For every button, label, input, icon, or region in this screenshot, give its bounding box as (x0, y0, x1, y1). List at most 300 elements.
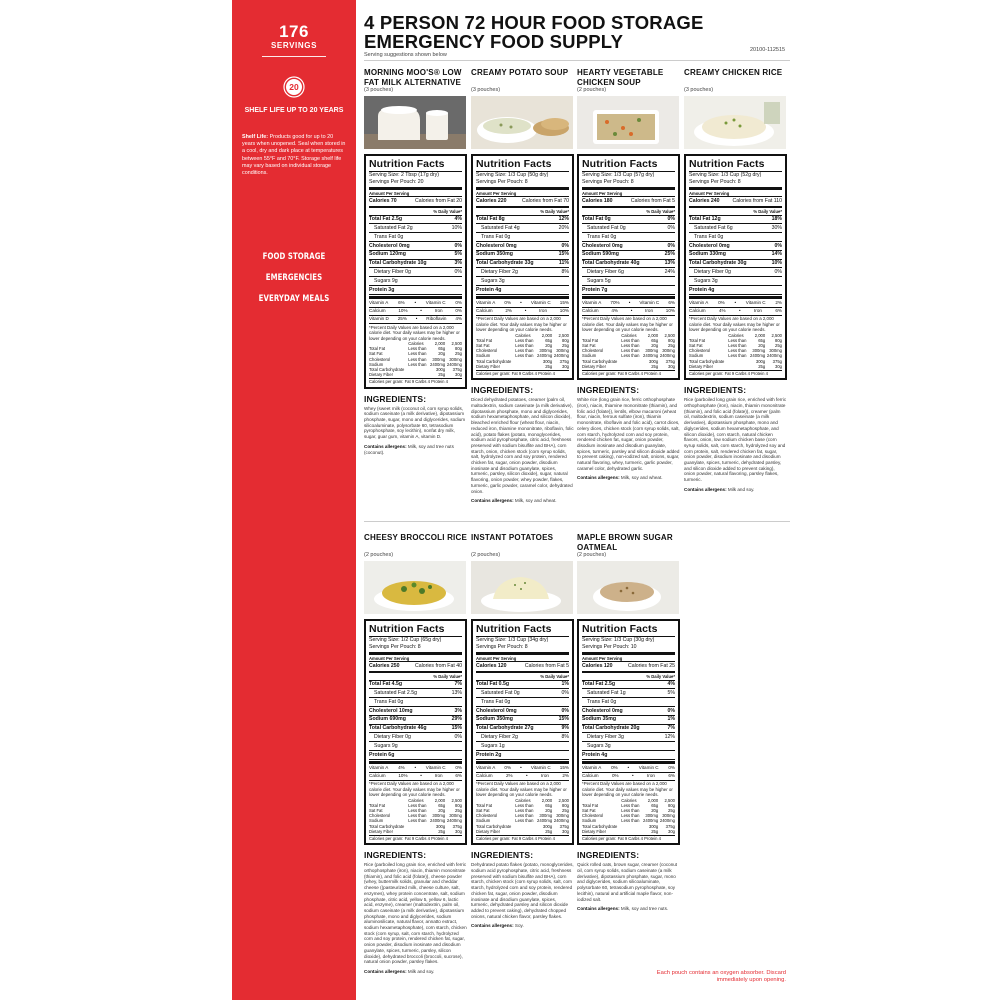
nf-row-label: Protein 2g (476, 751, 502, 758)
dv-row: Total Carbohydrate 300g 375g (369, 823, 462, 829)
nf-serving-size: Serving Size: 1/3 Cup (52g dry) (689, 172, 762, 178)
nf-row (476, 725, 569, 732)
nf-row-dv: 11% (558, 260, 569, 267)
nf-calories: Calories 180 (582, 197, 613, 204)
nf-row-label: Cholesterol 0mg (689, 242, 730, 249)
product-panel (577, 68, 680, 481)
dv-row: Total Fat Less than 65g 80g (476, 802, 569, 808)
nf-calories-row (689, 198, 782, 205)
nf-vitamin-row: Vitamin A 0% • Vitamin C 15% (476, 299, 569, 305)
nf-calories-fat: Calories from Fat 5 (630, 197, 675, 204)
nf-row (582, 699, 675, 706)
allergens-label: Contains allergens: (364, 968, 407, 974)
nf-row-label: Trans Fat 0g (374, 233, 404, 240)
nf-row-label: Protein 7g (582, 286, 608, 293)
allergens (364, 444, 467, 455)
page-title-line1: 4 PERSON 72 HOUR FOOD STORAGE (364, 12, 704, 33)
nutrition-facts-label (364, 154, 467, 389)
nf-row-dv: 5% (454, 251, 462, 258)
nf-row (582, 234, 675, 241)
divider (262, 56, 326, 57)
nf-rule-thick (369, 187, 462, 190)
nf-daily-value-header: % Daily Value* (646, 673, 675, 679)
nf-row-dv: 0% (454, 733, 462, 740)
nf-row (369, 681, 462, 688)
ingredients-text: Diced dehydrated potatoes, creamer (palm oil, maltodextrin, sodium caseinate (a milk derivative), dipotassium phosphate, mono and diglycerides, sodium hexametaphosphate, and silicon dioxide), bleached enriched flour (wheat flour, niacin, reduced iron, thiamine mononitrate, riboflavin, folic acid), potato flakes (potato, monoglycerides, sodium acid pyrophosphate, citric acid, freshness preserved with sodium bisulfite and BHA), corn starch, onion, chicken stock (corn syrup solids, salt, hydrolyzed corn and soy protein, rendered chicken fat, sugar, onion powder, disodium inosinate and disodium guanylate, spices, turmeric, parsley, silicon dioxide), sugar, natural flavoring, onion powder, whey powder, flakes, turmeric, garlic powder, caramel color, dehydrated onion. (471, 397, 574, 494)
nf-vit-name: Vitamin C (425, 764, 446, 770)
nf-row-label: Protein 6g (369, 751, 395, 758)
nf-vit-name: Vitamin A (582, 764, 602, 770)
sku-number: 20100-112515 (750, 47, 786, 53)
product-pouch-count: (3 pouches) (471, 87, 501, 93)
nf-vit-value: 10% (559, 308, 569, 314)
ingredients-heading: INGREDIENTS: (471, 385, 534, 396)
nf-amount-per-serving: Amount Per Serving (369, 190, 410, 196)
nf-row-label: Sugars 3g (481, 277, 505, 284)
nf-row-dv: 0% (774, 268, 782, 275)
nf-vit-value: 0% (611, 764, 618, 770)
nf-vit-value: 6% (668, 299, 675, 305)
nf-row-dv: 1% (561, 681, 569, 688)
nf-row (369, 260, 462, 267)
main-content (364, 0, 790, 1000)
product-name: MAPLE BROWN SUGAR OATMEAL (577, 533, 673, 552)
nf-row-label: Trans Fat 0g (374, 698, 404, 705)
product-panel (364, 68, 467, 455)
nf-row-dv: 4% (667, 681, 675, 688)
nf-vit-value: 6% (668, 773, 675, 779)
dv-row: Total Carbohydrate 300g 375g (476, 358, 569, 364)
dv-row: Cholesterol Less than 300mg 300mg (582, 813, 675, 819)
nf-vit-name: Calcium (689, 308, 706, 314)
nf-vit-value: 15% (559, 299, 569, 305)
shelf-life-text: SHELF LIFE UP TO 20 YEARS (244, 107, 344, 114)
nf-vitamin-row: Vitamin A 4% • Vitamin C 0% (369, 764, 462, 770)
nf-servings-per: Servings Per Pouch: 8 (689, 178, 741, 185)
nf-calories-per-gram: Calories per gram: Fat 9 Carbs 4 Protein 4 (476, 371, 555, 377)
nf-calories: Calories 240 (689, 197, 720, 204)
nf-row (689, 269, 782, 276)
nf-row (369, 234, 462, 241)
nf-row (476, 287, 569, 294)
product-pouch-count: (2 pouches) (577, 552, 607, 558)
nf-vit-value: 0% (718, 299, 725, 305)
nutrition-facts-label (471, 619, 574, 845)
nf-row (582, 708, 675, 715)
dv-row: Total Carbohydrate 300g 375g (476, 823, 569, 829)
nf-row (582, 260, 675, 267)
nf-row-label: Cholesterol 0mg (369, 242, 410, 249)
nf-vit-value: 4% (611, 308, 618, 314)
nf-row (369, 251, 462, 258)
nf-row (476, 251, 569, 258)
nf-vit-value: 2% (562, 773, 569, 779)
nf-daily-value-header: % Daily Value* (540, 673, 569, 679)
dv-row: Dietary Fiber 25g 30g (476, 363, 569, 369)
nf-row-label: Total Carbohydrate 10g (369, 260, 427, 267)
dv-row: Cholesterol Less than 300mg 300mg (369, 356, 462, 362)
nf-row-dv: 18% (771, 216, 782, 223)
dv-row: Sat Fat Less than 20g 25g (476, 808, 569, 814)
nf-footnote: *Percent Daily Values are based on a 2,000 calorie diet. Your daily values may be higher or lower depending on your calorie needs. (369, 324, 460, 341)
dv-row: Sat Fat Less than 20g 25g (476, 343, 569, 349)
shelf-life-paragraph (242, 134, 346, 177)
nf-footnote: *Percent Daily Values are based on a 2,000 calorie diet. Your daily values may be higher or lower depending on your calorie needs. (689, 316, 780, 333)
nf-vitamin-row: Calcium 10% • Iron 0% (369, 308, 462, 314)
nf-vit-value: 0% (504, 764, 512, 770)
nf-row (689, 216, 782, 223)
nf-row (582, 269, 675, 276)
nf-vit-value: 0% (455, 764, 462, 770)
nf-row-dv: 8% (561, 268, 569, 275)
nf-row-label: Total Carbohydrate 33g (476, 260, 534, 267)
nf-row (476, 752, 569, 759)
nf-rule-thick (476, 652, 569, 655)
dv-row: Total Fat Less than 65g 80g (582, 802, 675, 808)
nf-vitamin-row: Calcium 4% • Iron 6% (689, 308, 782, 314)
product-pouch-count: (2 pouches) (471, 552, 501, 558)
nf-calories-row (476, 198, 569, 205)
dv-row: Total Fat Less than 65g 80g (476, 337, 569, 343)
nf-row (476, 278, 569, 285)
nf-amount-per-serving: Amount Per Serving (476, 190, 517, 196)
nf-calories-fat: Calories from Fat 70 (522, 197, 569, 204)
servings-count: 176 (279, 22, 309, 41)
nf-row-label: Total Fat 12g (689, 216, 721, 223)
nf-footnote: *Percent Daily Values are based on a 2,000 calorie diet. Your daily values may be higher or lower depending on your calorie needs. (582, 781, 673, 798)
nf-vit-value: 0% (455, 308, 462, 314)
nf-row-label: Dietary Fiber 2g (481, 268, 518, 275)
allergens-label: Contains allergens: (471, 923, 514, 929)
nf-row (476, 699, 569, 706)
nf-rule (369, 759, 462, 760)
nf-calories: Calories 70 (369, 197, 397, 204)
nf-row-label: Cholesterol 10mg (369, 707, 413, 714)
nf-calories-per-gram: Calories per gram: Fat 9 Carbs 4 Protein 4 (582, 371, 661, 377)
nf-row-label: Dietary Fiber 6g (587, 268, 624, 275)
nf-row (582, 743, 675, 750)
nf-rule-thick (476, 187, 569, 190)
ingredients-heading: INGREDIENTS: (684, 385, 747, 396)
nf-row (689, 234, 782, 241)
nf-row-label: Protein 4g (582, 751, 608, 758)
nf-row (369, 690, 462, 697)
nf-servings-per: Servings Per Pouch: 8 (369, 643, 421, 650)
nf-row-label: Sugars 1g (481, 742, 505, 749)
nf-calories-fat: Calories from Fat 110 (732, 197, 782, 204)
dv-row: Cholesterol Less than 300mg 300mg (476, 813, 569, 819)
nf-vit-name: Riboflavin (426, 316, 447, 322)
sidebar (232, 0, 356, 1000)
ingredients-text: White rice (long grain rice, ferric orthophosphate (iron), niacin, thiamine mononitrate (thiamin), and folic acid (folate)), lentils, elbow macaroni (wheat flour, niacin, ferrous sulfate (iron), thiamin mononitrate, riboflavin and folic acid), carrot dices, celery dices, chicken stock (corn syrup solids, salt, corn starch, hydrolyzed corn and soy protein, rendered chicken fat, sugar, onion powder, disodium inosinate and disodium guanylate, spices, turmeric, parsley and silicon dioxide added to prevent caking), non-iodized salt, onions, sugar, natural flavoring, whey, turmeric, garlic powder, caramel color, dehydrated garlic. (577, 397, 680, 471)
nf-row-label: Saturated Fat 1g (587, 689, 626, 696)
allergens (471, 923, 574, 929)
nf-row (369, 716, 462, 723)
nf-title: Nutrition Facts (582, 158, 658, 170)
nf-vit-value: 6% (775, 308, 782, 314)
dv-row: Sat Fat Less than 20g 25g (582, 343, 675, 349)
nf-vit-name: Vitamin A (689, 299, 709, 305)
nf-calories-per-gram: Calories per gram: Fat 9 Carbs 4 Protein 4 (369, 836, 448, 842)
nf-amount-per-serving: Amount Per Serving (689, 190, 730, 196)
nf-row-dv: 3% (454, 260, 462, 267)
nf-row-label: Total Fat 2.5g (582, 681, 616, 688)
nf-vit-name: Calcium (369, 773, 386, 779)
nutrition-facts-label (684, 154, 787, 380)
nf-calories-row (582, 663, 675, 670)
nf-row-label: Total Fat 2.5g (369, 216, 403, 223)
nf-row-label: Trans Fat 0g (694, 233, 724, 240)
nf-row (369, 225, 462, 232)
dv-row: Dietary Fiber 25g 30g (369, 372, 462, 378)
nf-calories: Calories 250 (369, 662, 400, 669)
nf-row-label: Trans Fat 0g (587, 698, 617, 705)
allergens-value: Milk, soy and tree nuts. (620, 906, 669, 912)
nf-row (369, 269, 462, 276)
nf-vit-value: 0% (504, 299, 512, 305)
nf-row-dv: 0% (454, 268, 462, 275)
nf-row-dv: 0% (561, 707, 569, 714)
nf-rule-thick (369, 761, 462, 764)
nf-vit-name: Vitamin C (745, 299, 766, 305)
nf-row-dv: 15% (451, 725, 462, 732)
nf-row-dv: 5% (667, 689, 675, 696)
nf-vitamin-row: Vitamin A 0% • Vitamin C 2% (689, 299, 782, 305)
nf-row (476, 690, 569, 697)
nf-serving-size: Serving Size: 1/3 Cup (57g dry) (582, 172, 655, 178)
product-panel (471, 533, 574, 929)
nf-vit-name: Vitamin C (425, 299, 446, 305)
dv-row: Total Fat Less than 65g 80g (369, 346, 462, 352)
nf-row-dv: 29% (451, 716, 462, 723)
product-name: HEARTY VEGETABLE CHICKEN SOUP (577, 68, 664, 87)
nf-rule (476, 759, 569, 760)
nf-row-label: Protein 4g (476, 286, 502, 293)
nf-row-label: Total Fat 0g (582, 216, 611, 223)
nf-row-dv: 7% (667, 725, 675, 732)
nf-amount-per-serving: Amount Per Serving (369, 655, 410, 661)
nf-vit-name: Vitamin A (476, 299, 496, 305)
allergens-value: Milk, soy and wheat. (514, 498, 557, 504)
nf-row-label: Cholesterol 0mg (582, 242, 623, 249)
nf-serving-size: Serving Size: 2 Tbsp (17g dry) (369, 172, 439, 178)
nf-row (689, 243, 782, 250)
nf-row-dv: 0% (454, 242, 462, 249)
nf-row (369, 708, 462, 715)
nf-rule (369, 294, 462, 295)
dv-table: Calories 2,000 2,500 Total Fat Less than 65g 80g Sat Fat Less than 20g 25g Cholesterol Less than 300mg 300mg Sodium Less than 2400mg 2400mg Total Carbohydrate 300g 375g Dietary Fiber 25g 30g (582, 797, 675, 834)
nf-row (476, 260, 569, 267)
nf-serving-size: Serving Size: 1/3 Cup (30g dry) (582, 637, 655, 643)
allergens (364, 969, 467, 975)
nf-rule (582, 294, 675, 295)
product-name: INSTANT POTATOES (471, 533, 554, 542)
dv-row: Cholesterol Less than 300mg 300mg (369, 813, 462, 819)
dv-row: Total Fat Less than 65g 80g (582, 337, 675, 343)
dv-row: Total Carbohydrate 300g 375g (369, 366, 462, 372)
serving-suggestion-note: Serving suggestions shown below (364, 52, 447, 58)
dv-table: Calories 2,000 2,500 Total Fat Less than 65g 80g Sat Fat Less than 20g 25g Cholesterol Less than 300mg 300mg Sodium Less than 2400mg 2400mg Total Carbohydrate 300g 375g Dietary Fiber 25g 30g (476, 332, 569, 369)
nf-row (582, 251, 675, 258)
nf-row-dv: 0% (667, 224, 675, 231)
nf-serving-size: Serving Size: 1/3 Cup (34g dry) (476, 637, 549, 643)
dv-row: Total Carbohydrate 300g 375g (582, 823, 675, 829)
nf-row-dv: 20% (558, 224, 569, 231)
use-food-storage: FOOD STORAGE (262, 252, 326, 262)
product-photo (577, 96, 679, 149)
badge-number: 20 (289, 82, 299, 93)
nf-footnote: *Percent Daily Values are based on a 2,000 calorie diet. Your daily values may be higher or lower depending on your calorie needs. (476, 316, 567, 333)
nf-vitamin-row: Vitamin D 25% • Riboflavin 4% (369, 316, 462, 322)
nf-servings-per: Servings Per Pouch: 20 (369, 178, 424, 185)
product-name: MORNING MOO'S® LOW FAT MILK ALTERNATIVE (364, 68, 462, 87)
nf-row (369, 278, 462, 285)
nf-row-dv: 0% (774, 242, 782, 249)
nf-rule-thick (582, 761, 675, 764)
nf-vit-value: 70% (610, 299, 620, 305)
dv-row: Sodium Less than 2400mg 2400mg (369, 361, 462, 367)
nf-vitamin-row: Vitamin A 0% • Vitamin C 15% (476, 764, 569, 770)
nf-row (476, 681, 569, 688)
nf-title: Nutrition Facts (689, 158, 765, 170)
product-panel (364, 533, 467, 975)
nutrition-facts-label (577, 154, 680, 380)
nf-servings-per: Servings Per Pouch: 8 (476, 178, 528, 185)
dv-table: Calories 2,000 2,500 Total Fat Less than 65g 80g Sat Fat Less than 20g 25g Cholesterol Less than 300mg 300mg Sodium Less than 2400mg 2400mg Total Carbohydrate 300g 375g Dietary Fiber 25g 30g (476, 797, 569, 834)
dv-row: Dietary Fiber 25g 30g (582, 363, 675, 369)
nf-vit-value: 10% (665, 308, 675, 314)
product-photo (364, 561, 466, 614)
nf-row-dv: 13% (451, 689, 462, 696)
nf-row-label: Total Carbohydrate 20g (582, 725, 640, 732)
use-everyday-meals: EVERYDAY MEALS (258, 294, 330, 304)
allergens (577, 906, 680, 912)
nf-vit-name: Vitamin C (530, 299, 551, 305)
nutrition-facts-label (471, 154, 574, 380)
dv-row: Total Fat Less than 65g 80g (689, 337, 782, 343)
ingredients-heading: INGREDIENTS: (577, 850, 640, 861)
nf-vit-value: 4% (398, 764, 405, 770)
nf-row-dv: 0% (667, 707, 675, 714)
dv-row: Sat Fat Less than 20g 25g (369, 351, 462, 357)
nf-row-label: Sodium 350mg (476, 716, 513, 723)
nf-vit-name: Iron (645, 308, 654, 314)
nf-row-dv: 3% (454, 707, 462, 714)
nf-calories-fat: Calories from Fat 20 (415, 197, 462, 204)
allergens-label: Contains allergens: (684, 486, 727, 492)
nf-row-label: Sodium 35mg (582, 716, 617, 723)
product-photo (364, 96, 466, 149)
nf-vit-value: 4% (455, 316, 462, 322)
product-photo (684, 96, 786, 149)
nf-row-label: Total Carbohydrate 27g (476, 725, 534, 732)
nf-row (689, 251, 782, 258)
nf-vit-value: 2% (505, 773, 513, 779)
nf-vit-value: 6% (398, 299, 405, 305)
nf-row-label: Trans Fat 0g (481, 233, 511, 240)
nf-row (476, 216, 569, 223)
servings-label: SERVINGS (271, 41, 317, 50)
nf-row-dv: 14% (771, 251, 782, 258)
nf-calories: Calories 120 (582, 662, 613, 669)
nf-serving-size: Serving Size: 1/2 Cup (65g dry) (369, 637, 442, 643)
nf-row-dv: 0% (561, 242, 569, 249)
nf-row-label: Sugars 9g (374, 277, 398, 284)
nf-vit-value: 0% (611, 773, 619, 779)
nf-vitamin-row: Calcium 4% • Iron 10% (582, 308, 675, 314)
nf-row-label: Protein 3g (369, 286, 395, 293)
nf-calories-per-gram: Calories per gram: Fat 9 Carbs 4 Protein 4 (582, 836, 661, 842)
nf-row-label: Total Fat 8g (476, 216, 505, 223)
product-panel (471, 68, 574, 504)
nf-row (582, 716, 675, 723)
nf-servings-per: Servings Per Pouch: 8 (476, 643, 528, 650)
allergens-label: Contains allergens: (471, 498, 514, 504)
nf-row-label: Sugars 3g (694, 277, 718, 284)
nf-calories-row (369, 198, 462, 205)
nf-servings-per: Servings Per Pouch: 8 (582, 178, 634, 185)
nf-calories-per-gram: Calories per gram: Fat 9 Carbs 4 Protein 4 (476, 836, 555, 842)
nf-row (369, 725, 462, 732)
nf-calories-fat: Calories from Fat 5 (524, 662, 569, 669)
nf-rule (689, 294, 782, 295)
nf-calories-row (582, 198, 675, 205)
nf-row (582, 681, 675, 688)
nf-row (582, 287, 675, 294)
nf-amount-per-serving: Amount Per Serving (582, 655, 623, 661)
nf-row (476, 269, 569, 276)
nf-vit-name: Iron (754, 308, 762, 314)
nf-vit-name: Vitamin A (582, 299, 602, 305)
nf-row-label: Trans Fat 0g (587, 233, 617, 240)
nf-row-dv: 24% (664, 268, 675, 275)
nf-calories-fat: Calories from Fat 40 (415, 662, 462, 669)
shelf-life-badge-icon (283, 76, 305, 98)
nf-vit-value: 6% (455, 773, 462, 779)
dv-row: Sat Fat Less than 20g 25g (689, 343, 782, 349)
oxygen-absorber-note: Each pouch contains an oxygen absorber. Discard immediately upon opening. (656, 970, 786, 983)
dv-table: Calories 2,000 2,500 Total Fat Less than 65g 80g Sat Fat Less than 20g 25g Cholesterol Less than 300mg 300mg Sodium Less than 2400mg 2400mg Total Carbohydrate 300g 375g Dietary Fiber 25g 30g (369, 797, 462, 834)
nf-vit-name: Vitamin A (369, 299, 389, 305)
dv-table: Calories 2,000 2,500 Total Fat Less than 65g 80g Sat Fat Less than 20g 25g Cholesterol Less than 300mg 300mg Sodium Less than 2400mg 2400mg Total Carbohydrate 300g 375g Dietary Fiber 25g 30g (369, 340, 462, 378)
nf-amount-per-serving: Amount Per Serving (582, 190, 623, 196)
ingredients-text: Rice (parboiled long grain rice, enriched with ferric orthophosphate (iron), niacin, thiamin mononitrate (thiamin), and folic acid (folate)), creamer (palm oil, maltodextrin, sodium caseinate (a milk derivative), dipotassium phosphate, mono and diglycerides, sodium hexametaphosphate, and silicon dioxide), corn starch, natural chicken flavors, onion, low sodium chicken base (corn syrup solids, salt, corn starch, hydrolyzed soy and corn protein, salt, rendered chicken fat, sugar, onion powder, disodium inosinate and disodium guanylate, spices, turmeric, dehydrated parsley, and silicon dioxide added to prevent caking), onion powder, natural flavoring, parsley flakes, turmeric. (684, 397, 787, 483)
nutrition-facts-label (364, 619, 467, 845)
nf-vitamin-row: Calcium 2% • Iron 10% (476, 308, 569, 314)
dv-row: Dietary Fiber 25g 30g (582, 828, 675, 834)
nf-calories-per-gram: Calories per gram: Fat 9 Carbs 4 Protein 4 (689, 371, 768, 377)
dv-row: Cholesterol Less than 300mg 300mg (582, 348, 675, 354)
nf-row-label: Trans Fat 0g (481, 698, 511, 705)
nf-row-dv: 4% (454, 216, 462, 223)
dv-row: Cholesterol Less than 300mg 300mg (476, 348, 569, 354)
nf-row (582, 690, 675, 697)
nf-title: Nutrition Facts (476, 158, 552, 170)
dv-row: Total Carbohydrate 300g 375g (582, 358, 675, 364)
nf-row-label: Sugars 5g (587, 277, 611, 284)
dv-row: Sat Fat Less than 20g 25g (582, 808, 675, 814)
nf-serving-size: Serving Size: 1/3 Cup (50g dry) (476, 172, 549, 178)
product-pouch-count: (3 pouches) (364, 87, 394, 93)
nf-row-label: Saturated Fat 6g (694, 224, 733, 231)
ingredients-heading: INGREDIENTS: (577, 385, 640, 396)
nf-row-label: Sodium 330mg (689, 251, 726, 258)
nf-row-label: Total Fat 0.5g (476, 681, 510, 688)
nf-vit-value: 2% (775, 299, 782, 305)
nf-vit-value: 10% (398, 308, 408, 314)
ingredients-text: Rice (parboiled long grain rice, enriched with ferric orthophosphate (iron), niacin, thiamin mononitrate (thiamin), and folic acid (folate)), cheese powder (whey, buttermilk solids, granular and cheddar cheese ((pasteurized milk, cheese culture, salt, enzymes), whey protein concentrate, salt, sodium phosphate, citric acid, yellow 5, yellow 6, lactic acid, enzyme), creamer (maltodextrin, palm oil, sodium caseinate (a milk derivative), dipotassium phosphate, mono and diglycerides, sodium aluminosilicate, natural flavor, annatto extract, sodium hexametaphosphate), corn starch, chicken stock (corn syrup, salt, corn starch, hydrolyzed corn and soy protein, rendered chicken fat, sugar, onion powder, disodium inosinate and disodium guanylate, spices, turmeric, parsley, silicon dioxide), dehydrated broccoli (broccoli, sucrose), natural onion powder, parsley flakes. (364, 862, 467, 965)
nf-row-dv: 10% (451, 224, 462, 231)
